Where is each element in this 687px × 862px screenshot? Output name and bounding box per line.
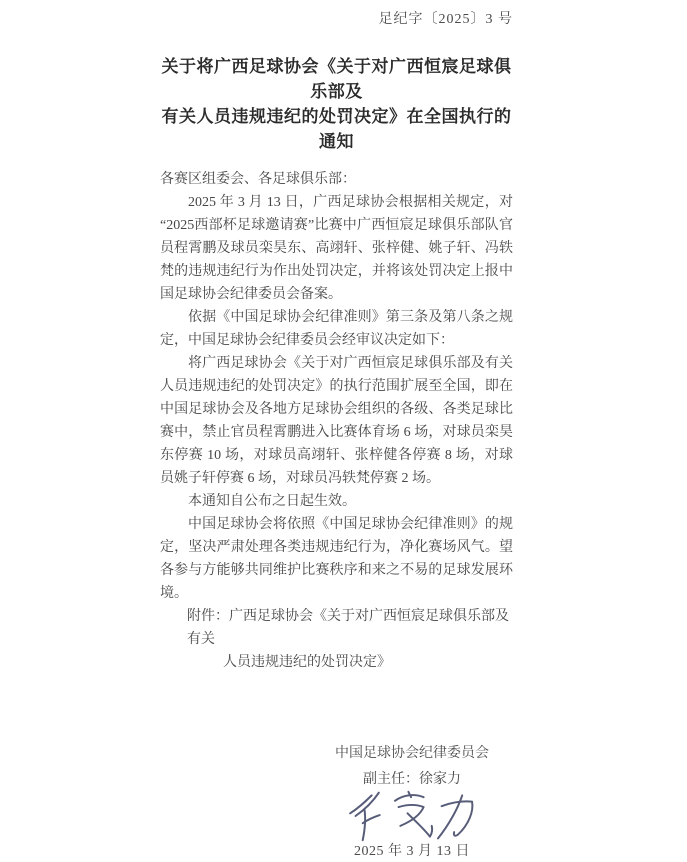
- document-title-line1: 关于将广西足球协会《关于对广西恒宸足球俱乐部及: [161, 57, 512, 101]
- signature-block: [297, 744, 527, 862]
- paragraph-closing-statement: 中国足球协会将依照《中国足球协会纪律准则》的规定，坚决严肃处理各类违规违纪行为，净化赛场风气。望各参与方能够共同维护比赛秩序和来之不易的足球发展环境。: [160, 517, 513, 601]
- paragraph-effective-date: 本通知自公布之日起生效。: [188, 494, 356, 509]
- document-content: [160, 0, 513, 862]
- paragraph-legal-basis: 依据《中国足球协会纪律准则》第三条及第八条之规定，中国足球协会纪律委员会经审议决定如下：: [160, 310, 513, 348]
- salutation: 各赛区组委会、各足球俱乐部：: [160, 172, 356, 187]
- document-title: [160, 54, 513, 154]
- signer-title: 副主任：徐家力: [363, 772, 461, 787]
- attachment-reference: [160, 605, 513, 674]
- paragraph-punishment-report: 2025 年 3 月 13 日，广西足球协会根据相关规定，对“2025西部杯足球邀请赛”比赛中广西恒宸足球俱乐部队官员程霄鹏及球员栾昊东、高翊轩、张梓健、姚子轩、冯轶梵的违规违纪行为作出处罚决定，并将该处罚决定上报中国足球协会纪律委员会备案。: [160, 195, 513, 302]
- attachment-line1: 附件：广西足球协会《关于对广西恒宸足球俱乐部及有关: [187, 609, 509, 647]
- document-number: 足纪字〔2025〕3 号: [378, 12, 513, 27]
- attachment-line2: 人员违规违纪的处罚决定》: [223, 655, 391, 670]
- handwritten-signature-xu-jiali-icon: [337, 790, 487, 842]
- issuing-organization: 中国足球协会纪律委员会: [335, 746, 489, 761]
- paragraph-decision-details: 将广西足球协会《关于对广西恒宸足球俱乐部及有关人员违规违纪的处罚决定》的执行范围扩展至全国，即在中国足球协会及各地方足球协会组织的各级、各类足球比赛中，禁止官员程霄鹏进入比赛体育场 6 场，对球员栾昊东停赛 10 场，对球员高翊轩、张梓健各停赛 8 场，对球员姚子轩停赛 6 场，对球员冯轶梵停赛 2 场。: [160, 356, 513, 486]
- document-date: 2025 年 3 月 13 日: [354, 844, 470, 859]
- document-title-line2: 有关人员违规违纪的处罚决定》在全国执行的通知: [161, 107, 512, 151]
